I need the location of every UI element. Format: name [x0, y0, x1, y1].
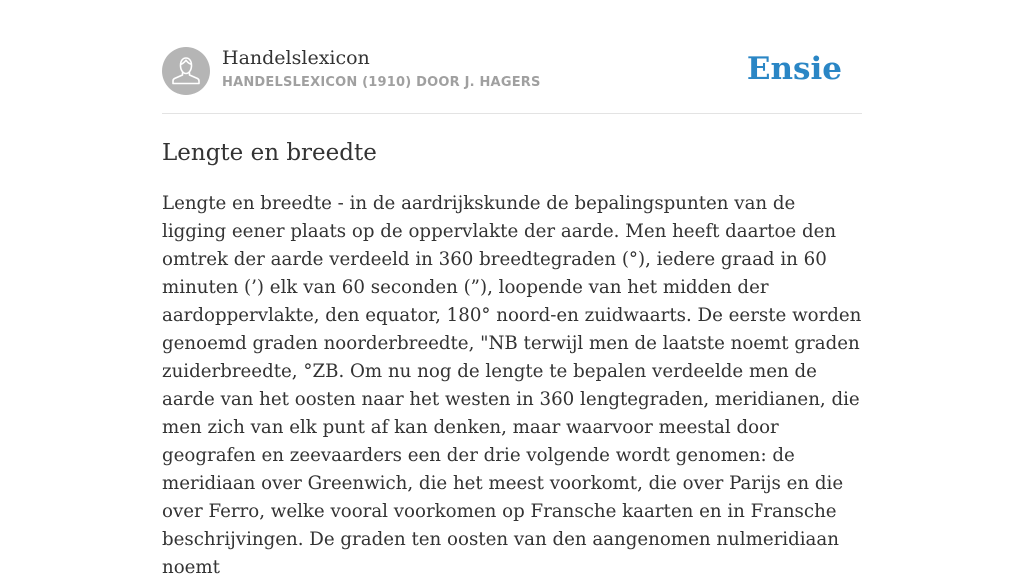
source-avatar[interactable] — [162, 47, 210, 95]
source-title[interactable]: Handelslexicon — [222, 47, 370, 69]
entry-header — [162, 0, 862, 114]
ensie-logo-link[interactable]: Ensie — [746, 51, 842, 87]
user-silhouette-icon — [162, 47, 210, 95]
source-subtitle[interactable]: HANDELSLEXICON (1910) DOOR J. HAGERS — [222, 75, 541, 90]
entry-container — [162, 0, 862, 578]
entry-title: Lengte en breedte — [162, 140, 377, 166]
entry-body: Lengte en breedte - in de aardrijkskunde de bepalingspunten van de ligging eener plaats op de oppervlakte der aarde. Men heeft daartoe den omtrek der aarde verdeeld in 360 breedtegraden (°), iedere graad in 60 minuten (’) elk van 60 seconden (”), loopende van het midden der aardoppervlakte, den equator, 180° noord-en zuidwaarts. De eerste worden genoemd graden noorderbreedte, "NB terwijl men de laatste noemt graden zuiderbreedte, °ZB. Om nu nog de lengte te bepalen verdeelde men de aarde van het oosten naar het westen in 360 lengtegraden, meridianen, die men zich van elk punt af kan denken, maar waarvoor meestal door geografen en zeevaarders een der drie volgende wordt genomen: de meridiaan over Greenwich, die het meest voorkomt, die over Parijs en die over Ferro, welke vooral voorkomen op Fransche kaarten en in Fransche beschrijvingen. De graden ten oosten van den aangenomen nulmeridiaan noemt — [162, 193, 862, 578]
